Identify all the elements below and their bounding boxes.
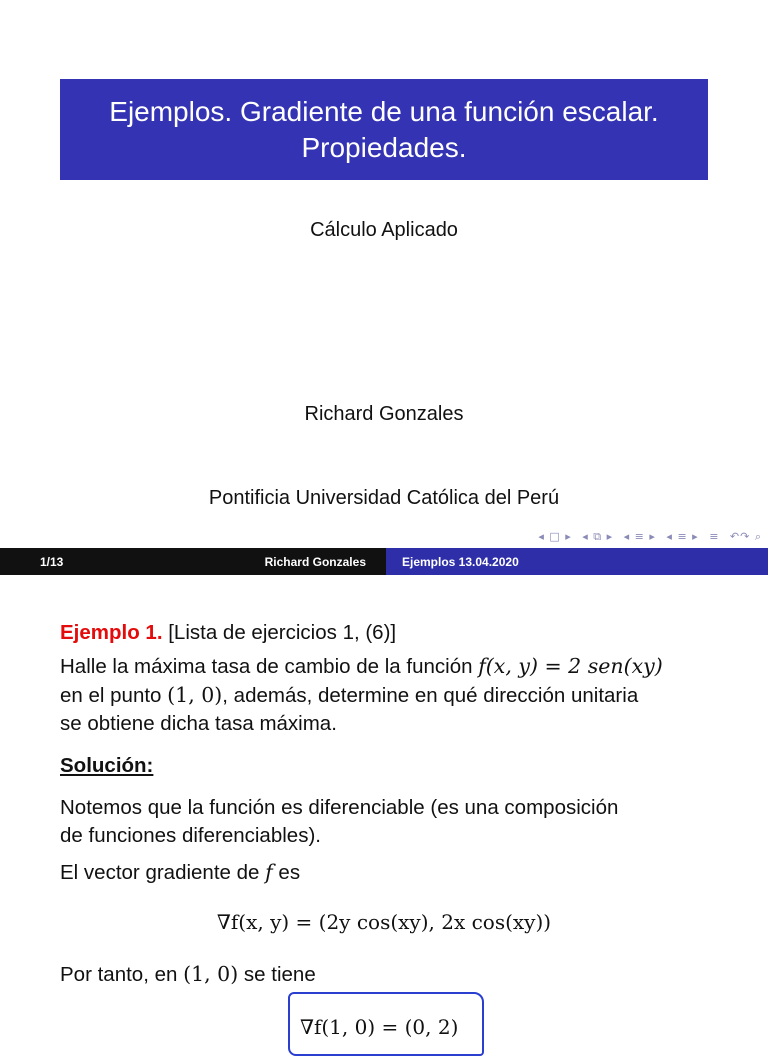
solution-line-1: Notemos que la función es diferenciable (es una composición xyxy=(60,796,619,819)
nav-section-icon[interactable]: ◂ ≡ ▸ xyxy=(623,530,656,543)
statement-line-3: se obtiene dicha tasa máxima. xyxy=(60,712,337,735)
footer-left xyxy=(0,548,386,575)
function-formula: f(x, y) = 2 sen(xy) xyxy=(478,654,663,678)
footer-author: Richard Gonzales xyxy=(264,555,366,569)
beamer-navigation xyxy=(532,530,762,544)
example-heading xyxy=(60,619,720,647)
nav-subsection-list-icon[interactable]: ◂ ≡ ▸ xyxy=(666,530,699,543)
nav-subsection-icon[interactable]: ◂ ⧉ ▸ xyxy=(582,530,614,543)
author-name: Richard Gonzales xyxy=(304,403,464,425)
solution-text: Por tanto, en xyxy=(60,963,184,986)
statement-text: en el punto xyxy=(60,684,168,707)
footer-right xyxy=(386,548,768,575)
footer-bar xyxy=(0,548,768,575)
solution-text: es xyxy=(272,861,301,884)
nav-menu-icon[interactable]: ≡ xyxy=(709,530,720,543)
statement-text: Halle la máxima tasa de cambio de la función xyxy=(60,655,479,678)
example-reference: [Lista de ejercicios 1, (6)] xyxy=(168,621,397,644)
statement-line-2 xyxy=(60,681,720,710)
gradient-equation xyxy=(0,910,768,935)
solution-text: se tiene xyxy=(238,963,316,986)
solution-heading xyxy=(60,752,720,780)
page-number: 1/13 xyxy=(40,555,64,569)
course-name: Cálculo Aplicado xyxy=(310,219,458,241)
nav-search-icon[interactable]: ↶↷ ⌕ xyxy=(729,530,762,543)
gradient-formula: ∇f(x, y) = (2y cos(xy), 2x cos(xy)) xyxy=(216,910,552,934)
solution-line-2: de funciones diferenciables). xyxy=(60,824,321,847)
boxed-gradient-result: ∇f(1, 0) = (0, 2) xyxy=(300,1015,459,1039)
footer-short-title: Ejemplos 13.04.2020 xyxy=(402,555,519,569)
statement-line-1 xyxy=(60,652,720,681)
point-formula: (1, 0) xyxy=(183,962,239,986)
example-label: Ejemplo 1. xyxy=(60,621,163,644)
solution-line-3 xyxy=(60,858,720,887)
statement-text: , además, determine en qué dirección unitaria xyxy=(222,684,639,707)
solution-line-4 xyxy=(60,960,720,989)
solution-text: El vector gradiente de xyxy=(60,861,266,884)
institution-name: Pontificia Universidad Católica del Perú xyxy=(208,487,560,509)
title-banner xyxy=(60,79,708,180)
title-line-2: Propiedades. xyxy=(301,131,467,163)
f-symbol: f xyxy=(265,860,273,884)
title-line-1: Ejemplos. Gradiente de una función escalar. xyxy=(109,95,659,127)
solution-label: Solución: xyxy=(60,754,154,777)
example-slide xyxy=(0,575,768,1039)
point-formula: (1, 0) xyxy=(167,683,223,707)
nav-frame-icon[interactable]: ◂ □ ▸ xyxy=(538,530,572,543)
